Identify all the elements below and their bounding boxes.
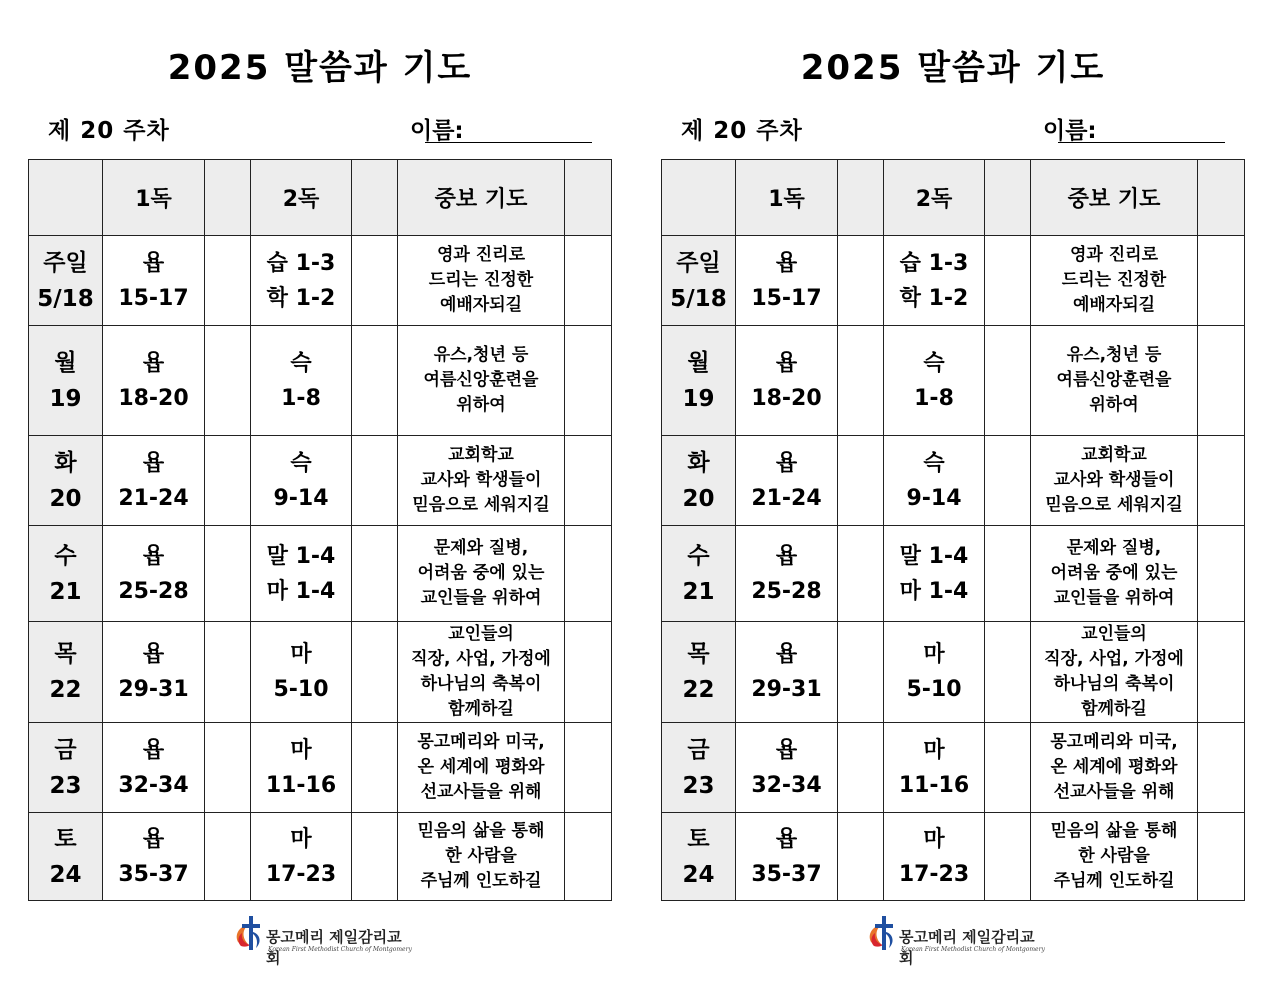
reading-2-line-2: 9-14 [906, 485, 962, 511]
prayer-line: 드리는 진정한 [428, 270, 534, 290]
prayer-line: 하나님의 축복이 [420, 674, 542, 694]
prayer-line: 온 세계에 평화와 [417, 757, 545, 777]
day-name: 목 [54, 641, 77, 667]
check-box-3[interactable] [1198, 436, 1245, 526]
check-box-3[interactable] [1198, 723, 1245, 813]
day-cell [662, 236, 736, 326]
reading-table [28, 159, 612, 901]
page-title: 2025 말씀과 기도 [800, 48, 1106, 88]
header-prayer: 중보 기도 [1031, 160, 1198, 236]
prayer-line: 예배자되길 [439, 295, 523, 315]
prayer-line: 문제와 질병, [433, 538, 529, 558]
day-name: 토 [687, 825, 710, 852]
reading-2-cell [884, 236, 985, 326]
check-box-1[interactable] [838, 436, 884, 526]
reading-1-cell [736, 723, 838, 813]
day-name: 토 [54, 825, 77, 852]
reading-1-cell [103, 326, 205, 436]
reading-2-line-1: 말 1-4 [899, 543, 969, 569]
header-check-1 [205, 160, 251, 236]
day-name: 수 [687, 542, 710, 569]
reading-1-cell [103, 436, 205, 526]
reading-1-book: 욥 [775, 642, 798, 667]
day-date: 19 [682, 385, 715, 412]
reading-2-cell [884, 622, 985, 723]
table-row [662, 622, 1245, 723]
prayer-cell [1031, 526, 1198, 622]
reading-2-line-1: 슥 [923, 450, 945, 476]
check-box-2[interactable] [985, 326, 1031, 436]
check-box-1[interactable] [205, 326, 251, 436]
reading-1-book: 욥 [142, 450, 165, 476]
reading-2-line-1: 습 1-3 [266, 250, 336, 276]
prayer-cell [398, 622, 565, 723]
prayer-cell [1031, 723, 1198, 813]
reading-1-cell [736, 436, 838, 526]
prayer-line: 유스,청년 등 [1066, 345, 1162, 365]
reading-1-chapters: 35-37 [118, 861, 189, 887]
prayer-line: 교인들을 위하여 [420, 588, 542, 608]
prayer-line: 선교사들을 위해 [420, 782, 542, 802]
day-cell [662, 436, 736, 526]
day-name: 화 [54, 449, 77, 476]
prayer-line: 교사와 학생들이 [1053, 470, 1175, 490]
reading-1-book: 욥 [775, 350, 798, 376]
reading-2-line-2: 마 1-4 [266, 578, 336, 604]
check-box-1[interactable] [205, 622, 251, 723]
day-name: 월 [54, 349, 77, 376]
prayer-line: 하나님의 축복이 [1053, 674, 1175, 694]
check-box-1[interactable] [838, 236, 884, 326]
check-box-3[interactable] [1198, 526, 1245, 622]
header-day [662, 160, 736, 236]
reading-1-chapters: 15-17 [751, 285, 822, 311]
table-row [662, 236, 1245, 326]
day-cell [662, 526, 736, 622]
header-reading-1: 1독 [736, 160, 838, 236]
reading-2-cell [884, 326, 985, 436]
day-date: 23 [682, 772, 715, 799]
prayer-line: 교회학교 [1081, 445, 1147, 465]
prayer-line: 직장, 사업, 가정에 [1044, 649, 1184, 669]
reading-1-book: 욥 [142, 250, 165, 276]
day-cell [662, 622, 736, 723]
prayer-line: 교회학교 [448, 445, 514, 465]
reading-2-line-1: 마 [290, 826, 312, 852]
prayer-line: 교인들의 [448, 624, 514, 644]
check-box-3[interactable] [1198, 813, 1245, 901]
prayer-line: 직장, 사업, 가정에 [411, 649, 551, 669]
prayer-line: 어려움 중에 있는 [1050, 563, 1178, 583]
reading-2-line-2: 5-10 [906, 677, 962, 702]
header-reading-1: 1독 [103, 160, 205, 236]
prayer-line: 여름신앙훈련을 [1056, 370, 1172, 390]
header-check-1 [838, 160, 884, 236]
reading-1-chapters: 29-31 [118, 677, 189, 702]
reading-2-line-1: 마 [923, 826, 945, 852]
week-label: 제 20 주차 [48, 118, 170, 144]
day-name: 금 [54, 736, 77, 763]
reading-1-chapters: 21-24 [118, 485, 189, 511]
prayer-cell [1031, 236, 1198, 326]
prayer-line: 예배자되길 [1072, 295, 1156, 315]
prayer-cell [1031, 436, 1198, 526]
check-box-1[interactable] [838, 723, 884, 813]
cross-flame-icon [232, 912, 268, 958]
check-box-2[interactable] [985, 813, 1031, 901]
check-box-3[interactable] [1198, 622, 1245, 723]
reading-1-cell [103, 236, 205, 326]
prayer-line: 문제와 질병, [1066, 538, 1162, 558]
name-line [425, 142, 592, 143]
prayer-line: 믿음으로 세워지길 [412, 495, 550, 515]
day-date: 5/18 [37, 285, 94, 312]
prayer-line: 영과 진리로 [1069, 245, 1159, 265]
reading-1-chapters: 18-20 [118, 385, 189, 411]
prayer-line: 선교사들을 위해 [1053, 782, 1175, 802]
day-date: 22 [49, 677, 82, 703]
table-row [29, 326, 612, 436]
reading-2-line-1: 마 [290, 642, 312, 667]
table-row [29, 813, 612, 901]
check-box-3[interactable] [565, 436, 612, 526]
reading-1-book: 욥 [142, 737, 165, 763]
reading-2-line-2: 11-16 [898, 772, 970, 798]
header-check-3 [1198, 160, 1245, 236]
table-row [662, 436, 1245, 526]
reading-2-line-2: 5-10 [273, 677, 329, 702]
reading-2-line-2: 학 1-2 [266, 285, 336, 311]
prayer-line: 한 사람을 [1078, 846, 1150, 866]
check-box-2[interactable] [985, 526, 1031, 622]
table-header-row [29, 160, 612, 236]
reading-1-cell [736, 526, 838, 622]
day-name: 금 [687, 736, 710, 763]
day-date: 24 [49, 861, 82, 888]
prayer-line: 여름신앙훈련을 [423, 370, 539, 390]
week-label: 제 20 주차 [681, 118, 803, 144]
reading-2-line-1: 마 [923, 737, 945, 763]
day-name: 목 [687, 641, 710, 667]
check-box-3[interactable] [1198, 236, 1245, 326]
name-label: 이름: [1043, 118, 1097, 144]
prayer-line: 온 세계에 평화와 [1050, 757, 1178, 777]
reading-1-book: 욥 [142, 350, 165, 376]
day-date: 22 [682, 677, 715, 703]
day-cell [29, 622, 103, 723]
check-box-2[interactable] [352, 436, 398, 526]
check-box-2[interactable] [352, 622, 398, 723]
day-name: 주일 [43, 249, 88, 276]
reading-2-cell [251, 326, 352, 436]
reading-1-book: 욥 [142, 642, 165, 667]
reading-2-line-2: 9-14 [273, 485, 329, 511]
reading-1-chapters: 25-28 [118, 578, 189, 604]
reading-1-chapters: 25-28 [751, 578, 822, 604]
prayer-line: 믿음으로 세워지길 [1045, 495, 1183, 515]
prayer-line: 어려움 중에 있는 [417, 563, 545, 583]
check-box-2[interactable] [352, 526, 398, 622]
reading-2-line-2: 17-23 [898, 861, 970, 887]
day-cell [29, 436, 103, 526]
header-day [29, 160, 103, 236]
reading-1-cell [736, 813, 838, 901]
prayer-cell [398, 526, 565, 622]
table-row [29, 236, 612, 326]
prayer-line: 위하여 [456, 395, 506, 415]
reading-2-line-1: 말 1-4 [266, 543, 336, 569]
header-check-2 [985, 160, 1031, 236]
day-date: 19 [49, 385, 82, 412]
day-cell [29, 813, 103, 901]
reading-1-book: 욥 [775, 250, 798, 276]
check-box-3[interactable] [565, 723, 612, 813]
reading-1-cell [736, 326, 838, 436]
table-row [29, 436, 612, 526]
prayer-line: 함께하길 [1081, 699, 1147, 719]
day-cell [29, 236, 103, 326]
prayer-line: 유스,청년 등 [433, 345, 529, 365]
prayer-line: 함께하길 [448, 699, 514, 719]
prayer-cell [398, 813, 565, 901]
prayer-line: 믿음의 삶을 통해 [1050, 821, 1178, 841]
check-box-1[interactable] [205, 723, 251, 813]
check-box-1[interactable] [838, 326, 884, 436]
prayer-line: 몽고메리와 미국, [417, 732, 545, 752]
prayer-line: 주님께 인도하길 [420, 871, 542, 891]
reading-2-line-1: 마 [290, 737, 312, 763]
church-logo [865, 912, 1045, 967]
day-cell [662, 813, 736, 901]
table-row [29, 622, 612, 723]
reading-1-book: 욥 [775, 543, 798, 569]
check-box-2[interactable] [985, 436, 1031, 526]
day-date: 23 [49, 772, 82, 799]
reading-2-cell [884, 723, 985, 813]
reading-2-cell [251, 622, 352, 723]
reading-2-line-1: 마 [923, 642, 945, 667]
check-box-2[interactable] [352, 813, 398, 901]
reading-2-cell [884, 526, 985, 622]
check-box-2[interactable] [352, 723, 398, 813]
table-row [29, 723, 612, 813]
day-date: 5/18 [670, 285, 727, 312]
reading-1-book: 욥 [775, 737, 798, 763]
reading-2-cell [251, 436, 352, 526]
name-line [1058, 142, 1225, 143]
check-box-1[interactable] [205, 813, 251, 901]
check-box-3[interactable] [565, 326, 612, 436]
reading-1-book: 욥 [142, 826, 165, 852]
check-box-1[interactable] [838, 526, 884, 622]
prayer-line: 드리는 진정한 [1061, 270, 1167, 290]
reading-1-cell [736, 622, 838, 723]
reading-1-cell [103, 526, 205, 622]
check-box-2[interactable] [352, 236, 398, 326]
reading-2-cell [251, 723, 352, 813]
reading-1-cell [736, 236, 838, 326]
prayer-cell [1031, 326, 1198, 436]
reading-2-line-2: 1-8 [281, 385, 321, 411]
check-box-1[interactable] [838, 813, 884, 901]
check-box-2[interactable] [985, 622, 1031, 723]
reading-2-line-1: 슥 [923, 350, 945, 376]
reading-1-cell [103, 723, 205, 813]
prayer-cell [398, 723, 565, 813]
check-box-2[interactable] [985, 236, 1031, 326]
reading-1-chapters: 21-24 [751, 485, 822, 511]
prayer-line: 교인들의 [1081, 624, 1147, 644]
reading-1-cell [103, 622, 205, 723]
day-cell [662, 326, 736, 436]
cross-flame-icon [865, 912, 901, 958]
reading-1-chapters: 29-31 [751, 677, 822, 702]
prayer-cell [1031, 622, 1198, 723]
prayer-line: 교사와 학생들이 [420, 470, 542, 490]
sheet-right [633, 0, 1273, 989]
table-row [662, 813, 1245, 901]
check-box-1[interactable] [205, 526, 251, 622]
day-date: 21 [49, 578, 82, 605]
logo-subtitle: Korean First Methodist Church of Montgomery [268, 946, 412, 953]
check-box-3[interactable] [565, 526, 612, 622]
check-box-3[interactable] [565, 813, 612, 901]
reading-2-cell [251, 236, 352, 326]
reading-2-cell [251, 526, 352, 622]
day-name: 주일 [676, 249, 721, 276]
reading-2-line-1: 습 1-3 [899, 250, 969, 276]
name-label: 이름: [410, 118, 464, 144]
header-reading-2: 2독 [884, 160, 985, 236]
check-box-3[interactable] [565, 236, 612, 326]
header-prayer: 중보 기도 [398, 160, 565, 236]
table-row [662, 326, 1245, 436]
reading-1-chapters: 35-37 [751, 861, 822, 887]
reading-1-book: 욥 [775, 826, 798, 852]
prayer-line: 한 사람을 [445, 846, 517, 866]
reading-table [661, 159, 1245, 901]
logo-subtitle: Korean First Methodist Church of Montgomery [901, 946, 1045, 953]
day-date: 21 [682, 578, 715, 605]
prayer-cell [398, 436, 565, 526]
reading-2-line-2: 마 1-4 [899, 578, 969, 604]
header-check-3 [565, 160, 612, 236]
prayer-line: 믿음의 삶을 통해 [417, 821, 545, 841]
reading-1-cell [103, 813, 205, 901]
prayer-line: 교인들을 위하여 [1053, 588, 1175, 608]
reading-2-line-1: 슥 [290, 350, 312, 376]
check-box-2[interactable] [352, 326, 398, 436]
table-header-row [662, 160, 1245, 236]
prayer-cell [398, 236, 565, 326]
reading-1-chapters: 15-17 [118, 285, 189, 311]
day-name: 수 [54, 542, 77, 569]
reading-2-line-1: 슥 [290, 450, 312, 476]
day-date: 20 [49, 485, 82, 512]
prayer-cell [398, 326, 565, 436]
reading-2-line-2: 17-23 [265, 861, 337, 887]
day-name: 화 [687, 449, 710, 476]
day-cell [29, 326, 103, 436]
check-box-1[interactable] [205, 436, 251, 526]
prayer-line: 영과 진리로 [436, 245, 526, 265]
check-box-3[interactable] [1198, 326, 1245, 436]
check-box-3[interactable] [565, 622, 612, 723]
table-row [662, 723, 1245, 813]
day-name: 월 [687, 349, 710, 376]
header-check-2 [352, 160, 398, 236]
reading-1-chapters: 32-34 [118, 772, 189, 798]
reading-2-line-2: 1-8 [914, 385, 954, 411]
reading-1-book: 욥 [775, 450, 798, 476]
day-cell [29, 526, 103, 622]
reading-2-line-2: 11-16 [265, 772, 337, 798]
logo-name: 몽고메리 제일감리교회 [266, 928, 402, 967]
church-logo [232, 912, 412, 967]
prayer-line: 위하여 [1089, 395, 1139, 415]
reading-2-cell [251, 813, 352, 901]
header-reading-2: 2독 [251, 160, 352, 236]
check-box-1[interactable] [205, 236, 251, 326]
reading-2-cell [884, 436, 985, 526]
reading-1-chapters: 32-34 [751, 772, 822, 798]
reading-2-line-2: 학 1-2 [899, 285, 969, 311]
table-row [662, 526, 1245, 622]
prayer-cell [1031, 813, 1198, 901]
day-cell [29, 723, 103, 813]
day-date: 20 [682, 485, 715, 512]
page-title: 2025 말씀과 기도 [167, 48, 473, 88]
day-cell [662, 723, 736, 813]
check-box-2[interactable] [985, 723, 1031, 813]
day-date: 24 [682, 861, 715, 888]
prayer-line: 몽고메리와 미국, [1050, 732, 1178, 752]
table-row [29, 526, 612, 622]
reading-1-book: 욥 [142, 543, 165, 569]
check-box-1[interactable] [838, 622, 884, 723]
prayer-line: 주님께 인도하길 [1053, 871, 1175, 891]
logo-name: 몽고메리 제일감리교회 [899, 928, 1035, 967]
reading-1-chapters: 18-20 [751, 385, 822, 411]
reading-2-cell [884, 813, 985, 901]
